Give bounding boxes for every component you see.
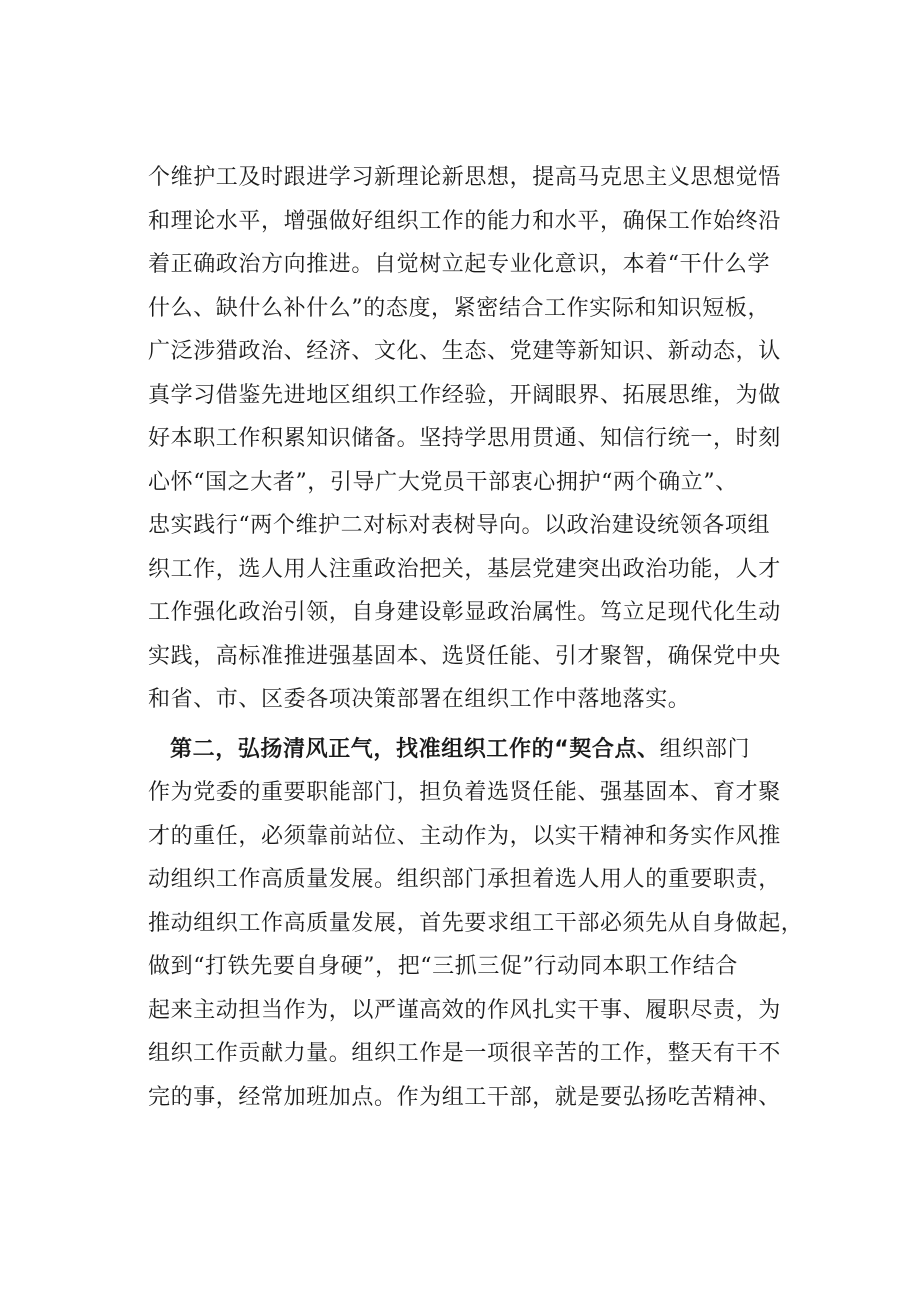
paragraph-line: 推动组织工作高质量发展，首先要求组工干部必须先从自身做起， bbox=[148, 910, 804, 936]
paragraph-line: 和省、市、区委各项决策部署在组织工作中落地落实。 bbox=[148, 687, 691, 712]
paragraph-line-rest: 组织部门 bbox=[659, 736, 751, 762]
body-text bbox=[148, 156, 818, 1119]
paragraph-1 bbox=[148, 156, 818, 722]
paragraph-line: 实践，高标准推进强基固本、选贤任能、引才聚智，确保党中央 bbox=[148, 643, 781, 669]
paragraph-line: 广泛涉猎政治、经济、文化、生态、党建等新知识、新动态，认 bbox=[148, 339, 781, 364]
paragraph-line: 起来主动担当作为，以严谨高效的作风扎实干事、履职尽责，为 bbox=[148, 997, 781, 1023]
section-heading: 第二，弘扬清风正气，找准组织工作的“契合点、 bbox=[170, 736, 660, 762]
paragraph-line: 做到“打铁先要自身硬”，把“三抓三促”行动同本职工作结合 bbox=[148, 954, 738, 979]
paragraph-line: 什么、缺什么补什么”的态度，紧密结合工作实际和知识短板， bbox=[148, 295, 771, 321]
paragraph-line: 忠实践行“两个维护二对标对表树导向。以政治建设统领各项组 bbox=[148, 513, 771, 538]
paragraph-line: 个维护工及时跟进学习新理论新思想，提高马克思主义思想觉悟 bbox=[148, 165, 781, 190]
paragraph-line: 和理论水平，增强做好组织工作的能力和水平，确保工作始终沿 bbox=[148, 208, 781, 234]
paragraph-line: 组织工作贡献力量。组织工作是一项很辛苦的工作，整天有干不 bbox=[148, 1041, 781, 1066]
paragraph-line: 好本职工作积累知识储备。坚持学思用贯通、知信行统一，时刻 bbox=[148, 426, 781, 451]
paragraph-line: 着正确政治方向推进。自觉树立起专业化意识，本着“干什么学 bbox=[148, 252, 771, 277]
paragraph-line: 作为党委的重要职能部门，担负着选贤任能、强基固本、育才聚 bbox=[148, 780, 781, 805]
paragraph-first-line bbox=[148, 728, 818, 772]
paragraph-line: 心怀“国之大者”，引导广大党员干部衷心拥护“两个确立”、 bbox=[148, 469, 738, 495]
paragraph-line: 工作强化政治引领，自身建设彰显政治属性。笃立足现代化生动 bbox=[148, 600, 781, 625]
paragraph-line: 真学习借鉴先进地区组织工作经验，开阔眼界、拓展思维，为做 bbox=[148, 382, 781, 408]
paragraph-2 bbox=[148, 728, 818, 1120]
paragraph-line: 动组织工作高质量发展。组织部门承担着选人用人的重要职责， bbox=[148, 867, 781, 892]
paragraph-line: 才的重任，必须靠前站位、主动作为，以实干精神和务实作风推 bbox=[148, 823, 781, 849]
paragraph-line: 完的事，经常加班加点。作为组工干部，就是要弘扬吃苦精神、 bbox=[148, 1084, 781, 1110]
paragraph-line: 织工作，选人用人注重政治把关，基层党建突出政治功能，人才 bbox=[148, 556, 781, 582]
